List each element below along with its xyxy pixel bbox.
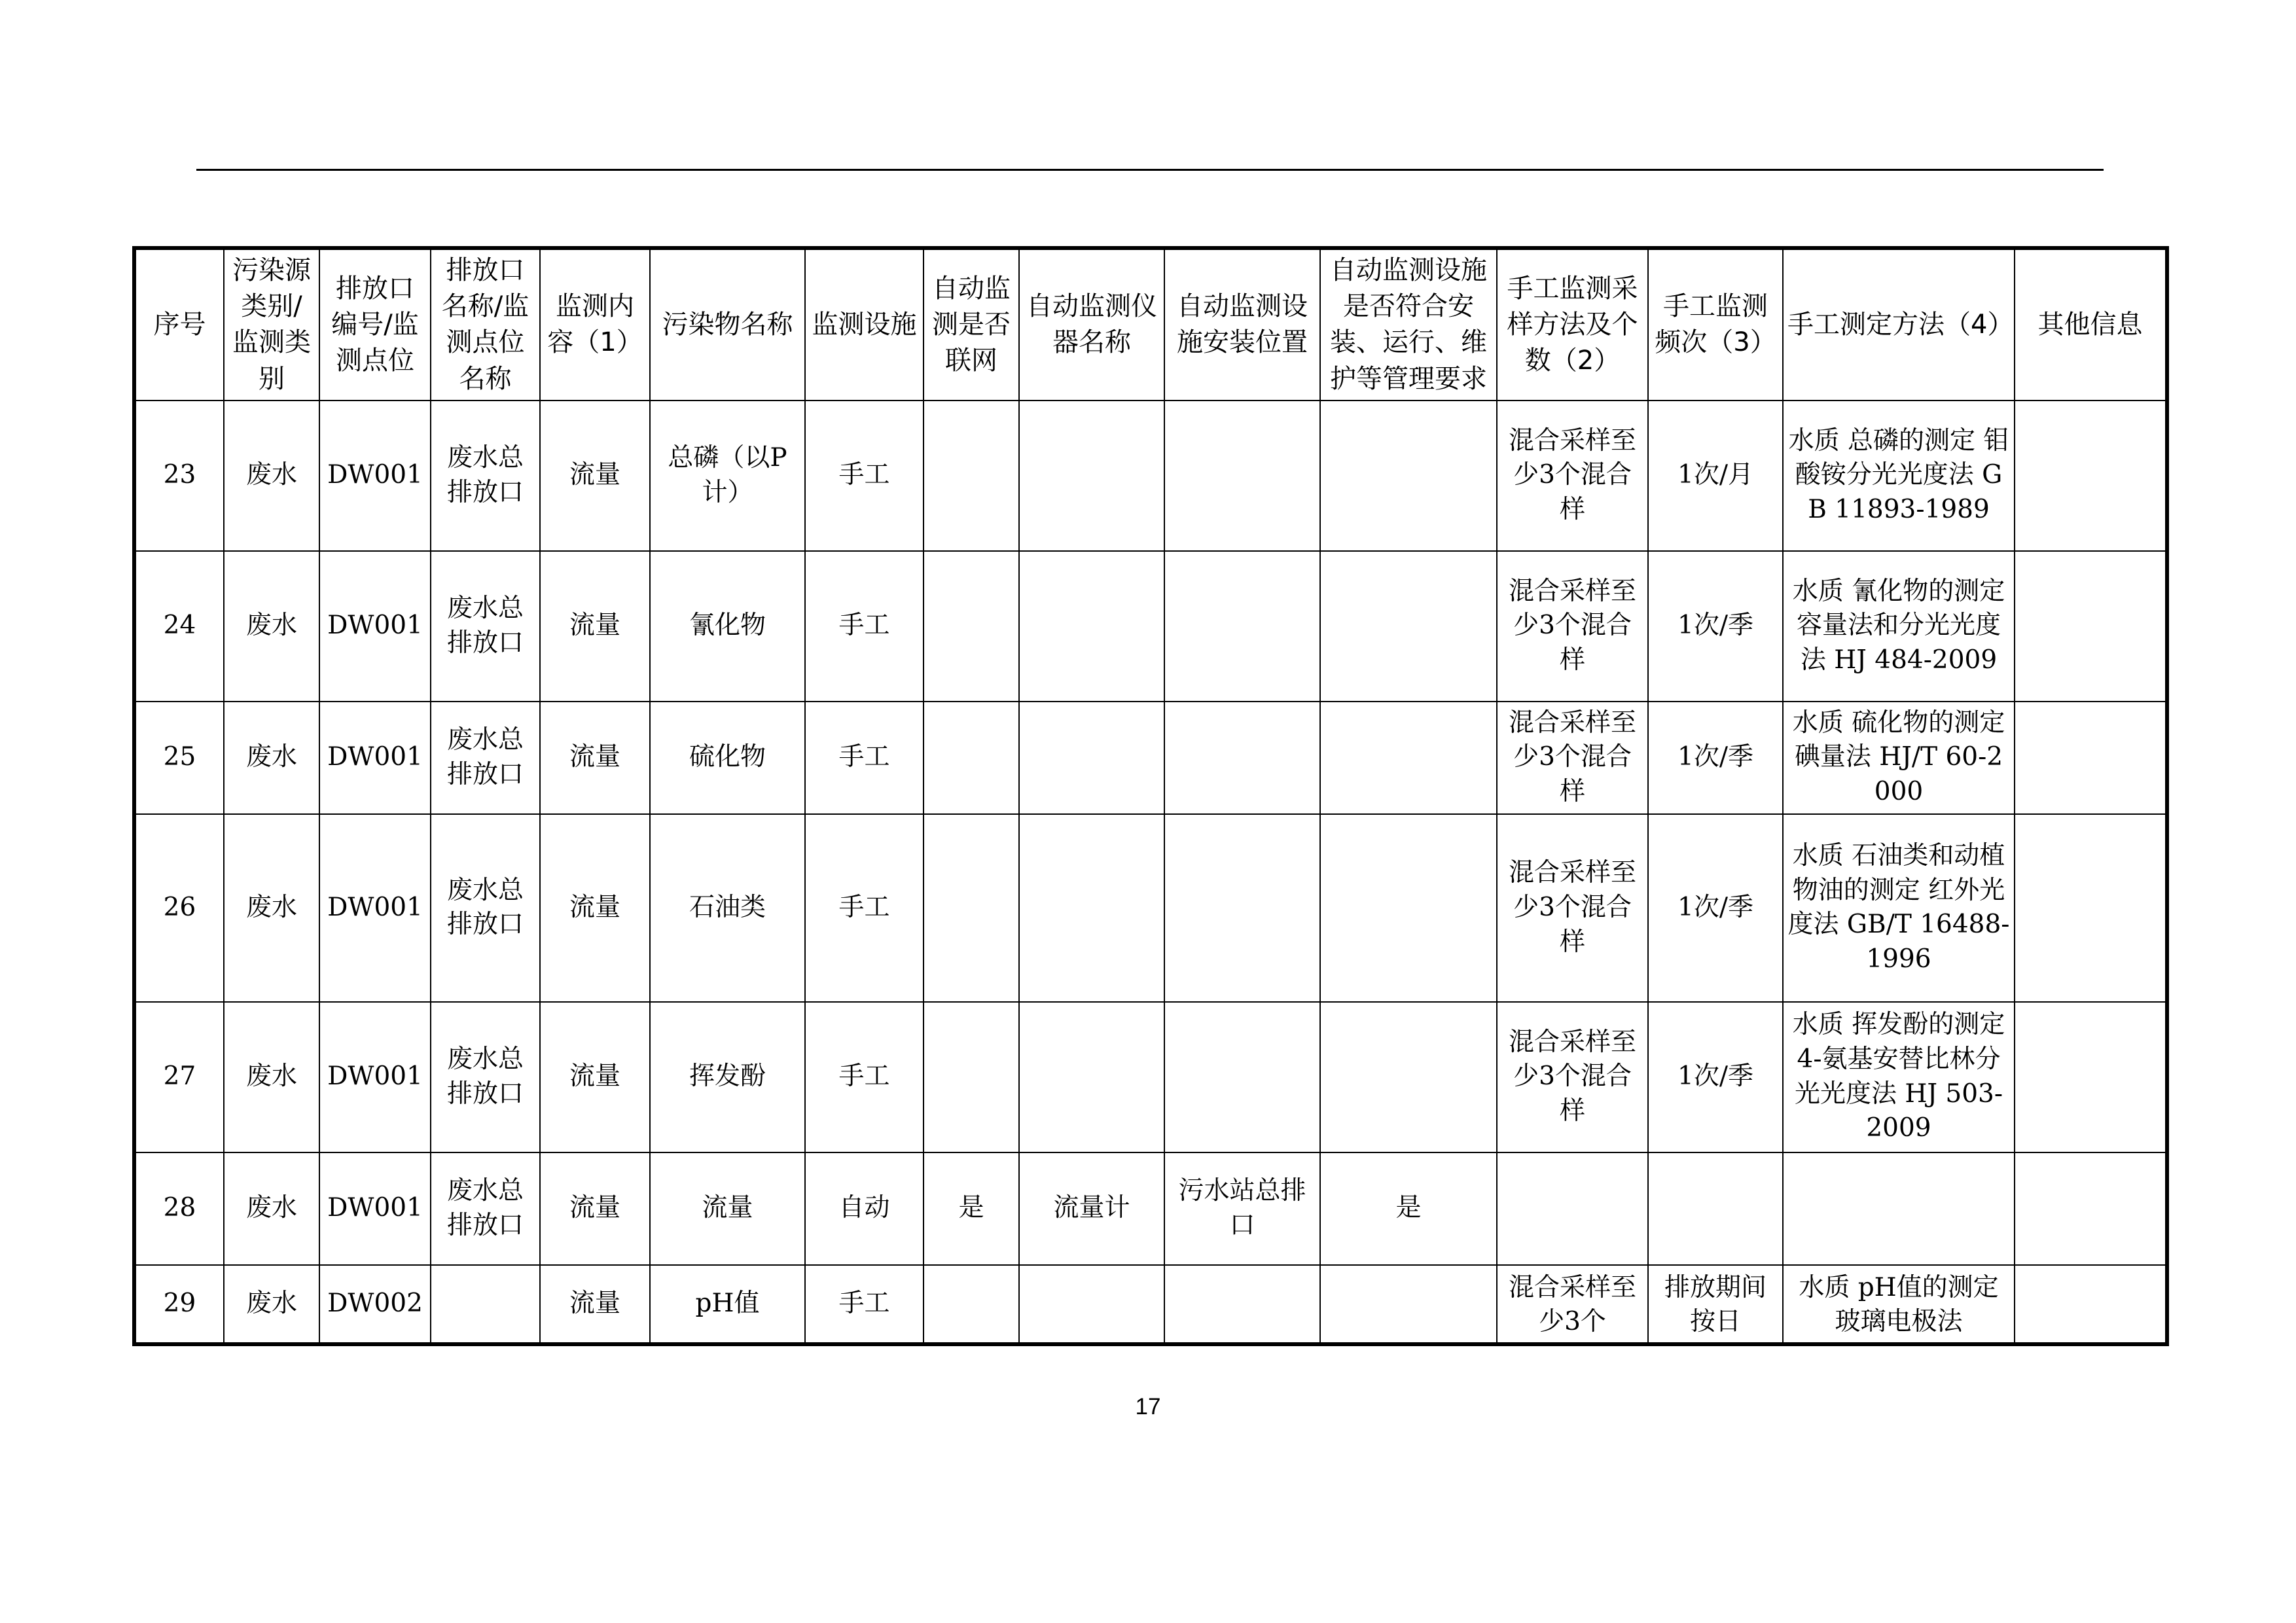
monitoring-table <box>132 246 2169 1346</box>
cell-facility: 手工 <box>805 814 924 1002</box>
cell-install-location <box>1164 551 1320 702</box>
cell-source-type: 废水 <box>224 1002 319 1152</box>
cell-seq: 28 <box>134 1152 224 1265</box>
cell-test-method <box>1783 1152 2015 1265</box>
cell-facility: 手工 <box>805 702 924 814</box>
cell-outlet-name: 废水总排放口 <box>431 401 540 551</box>
cell-instrument <box>1019 814 1164 1002</box>
cell-outlet-name <box>431 1265 540 1344</box>
table-row <box>134 551 2167 702</box>
header-cell-content: 监测内容（1） <box>540 248 650 401</box>
cell-content: 流量 <box>540 814 650 1002</box>
cell-sampling-method: 混合采样至少3个混合样 <box>1497 401 1648 551</box>
cell-facility: 手工 <box>805 551 924 702</box>
cell-outlet-code: DW002 <box>319 1265 431 1344</box>
table-row <box>134 1152 2167 1265</box>
header-row <box>134 248 2167 401</box>
cell-pollutant: 硫化物 <box>650 702 805 814</box>
cell-networked <box>924 1002 1019 1152</box>
cell-outlet-code: DW001 <box>319 1002 431 1152</box>
table-row <box>134 814 2167 1002</box>
cell-sampling-method: 混合采样至少3个混合样 <box>1497 702 1648 814</box>
cell-networked <box>924 702 1019 814</box>
cell-other-info <box>2015 401 2167 551</box>
cell-frequency: 1次/季 <box>1648 551 1783 702</box>
cell-install-location <box>1164 1002 1320 1152</box>
header-cell-pollutant: 污染物名称 <box>650 248 805 401</box>
cell-compliance <box>1320 401 1497 551</box>
cell-networked <box>924 401 1019 551</box>
cell-outlet-name: 废水总排放口 <box>431 551 540 702</box>
cell-install-location: 污水站总排口 <box>1164 1152 1320 1265</box>
cell-content: 流量 <box>540 1152 650 1265</box>
cell-source-type: 废水 <box>224 551 319 702</box>
cell-seq: 23 <box>134 401 224 551</box>
header-rule <box>196 169 2104 171</box>
cell-test-method: 水质 氰化物的测定 容量法和分光光度法 HJ 484-2009 <box>1783 551 2015 702</box>
header-cell-source-type: 污染源类别/监测类别 <box>224 248 319 401</box>
cell-source-type: 废水 <box>224 1152 319 1265</box>
cell-pollutant: 流量 <box>650 1152 805 1265</box>
cell-facility: 自动 <box>805 1152 924 1265</box>
header-cell-networked: 自动监测是否联网 <box>924 248 1019 401</box>
header-cell-outlet-code: 排放口编号/监测点位 <box>319 248 431 401</box>
header-cell-facility: 监测设施 <box>805 248 924 401</box>
cell-compliance: 是 <box>1320 1152 1497 1265</box>
cell-frequency: 1次/季 <box>1648 1002 1783 1152</box>
cell-outlet-name: 废水总排放口 <box>431 1152 540 1265</box>
cell-compliance <box>1320 551 1497 702</box>
cell-instrument <box>1019 702 1164 814</box>
table-row <box>134 702 2167 814</box>
cell-seq: 29 <box>134 1265 224 1344</box>
cell-other-info <box>2015 551 2167 702</box>
cell-install-location <box>1164 1265 1320 1344</box>
header-cell-seq: 序号 <box>134 248 224 401</box>
cell-seq: 25 <box>134 702 224 814</box>
cell-frequency: 排放期间按日 <box>1648 1265 1783 1344</box>
cell-outlet-code: DW001 <box>319 702 431 814</box>
cell-networked <box>924 551 1019 702</box>
cell-install-location <box>1164 702 1320 814</box>
table-row <box>134 1265 2167 1344</box>
cell-frequency: 1次/季 <box>1648 814 1783 1002</box>
cell-test-method: 水质 石油类和动植物油的测定 红外光度法 GB/T 16488-1996 <box>1783 814 2015 1002</box>
cell-outlet-code: DW001 <box>319 401 431 551</box>
table-row <box>134 401 2167 551</box>
cell-test-method: 水质 pH值的测定 玻璃电极法 <box>1783 1265 2015 1344</box>
header-cell-install-location: 自动监测设施安装位置 <box>1164 248 1320 401</box>
cell-outlet-code: DW001 <box>319 551 431 702</box>
header-cell-outlet-name: 排放口名称/监测点位名称 <box>431 248 540 401</box>
header-cell-compliance: 自动监测设施是否符合安装、运行、维护等管理要求 <box>1320 248 1497 401</box>
cell-outlet-code: DW001 <box>319 1152 431 1265</box>
cell-content: 流量 <box>540 1265 650 1344</box>
cell-outlet-name: 废水总排放口 <box>431 1002 540 1152</box>
cell-sampling-method: 混合采样至少3个 <box>1497 1265 1648 1344</box>
cell-instrument <box>1019 551 1164 702</box>
cell-source-type: 废水 <box>224 401 319 551</box>
cell-seq: 24 <box>134 551 224 702</box>
table-row <box>134 1002 2167 1152</box>
cell-install-location <box>1164 814 1320 1002</box>
cell-pollutant: 总磷（以P计） <box>650 401 805 551</box>
cell-sampling-method: 混合采样至少3个混合样 <box>1497 814 1648 1002</box>
cell-test-method: 水质 硫化物的测定 碘量法 HJ/T 60-2000 <box>1783 702 2015 814</box>
cell-test-method: 水质 挥发酚的测定 4-氨基安替比林分光光度法 HJ 503-2009 <box>1783 1002 2015 1152</box>
cell-networked <box>924 1265 1019 1344</box>
cell-facility: 手工 <box>805 401 924 551</box>
cell-content: 流量 <box>540 401 650 551</box>
cell-seq: 26 <box>134 814 224 1002</box>
header-cell-sampling-method: 手工监测采样方法及个数（2） <box>1497 248 1648 401</box>
cell-install-location <box>1164 401 1320 551</box>
cell-pollutant: pH值 <box>650 1265 805 1344</box>
page-number: 17 <box>1135 1394 1161 1419</box>
cell-other-info <box>2015 702 2167 814</box>
cell-facility: 手工 <box>805 1265 924 1344</box>
cell-source-type: 废水 <box>224 814 319 1002</box>
cell-sampling-method: 混合采样至少3个混合样 <box>1497 1002 1648 1152</box>
header-cell-test-method: 手工测定方法（4） <box>1783 248 2015 401</box>
cell-frequency <box>1648 1152 1783 1265</box>
cell-compliance <box>1320 702 1497 814</box>
cell-sampling-method <box>1497 1152 1648 1265</box>
cell-content: 流量 <box>540 551 650 702</box>
cell-sampling-method: 混合采样至少3个混合样 <box>1497 551 1648 702</box>
header-cell-frequency: 手工监测频次（3） <box>1648 248 1783 401</box>
cell-source-type: 废水 <box>224 702 319 814</box>
cell-compliance <box>1320 1265 1497 1344</box>
cell-frequency: 1次/月 <box>1648 401 1783 551</box>
cell-instrument <box>1019 401 1164 551</box>
cell-networked <box>924 814 1019 1002</box>
cell-other-info <box>2015 814 2167 1002</box>
cell-networked: 是 <box>924 1152 1019 1265</box>
cell-seq: 27 <box>134 1002 224 1152</box>
cell-instrument: 流量计 <box>1019 1152 1164 1265</box>
header-cell-instrument: 自动监测仪器名称 <box>1019 248 1164 401</box>
cell-instrument <box>1019 1002 1164 1152</box>
cell-other-info <box>2015 1002 2167 1152</box>
cell-pollutant: 石油类 <box>650 814 805 1002</box>
cell-content: 流量 <box>540 1002 650 1152</box>
cell-outlet-name: 废水总排放口 <box>431 702 540 814</box>
cell-other-info <box>2015 1152 2167 1265</box>
cell-instrument <box>1019 1265 1164 1344</box>
cell-frequency: 1次/季 <box>1648 702 1783 814</box>
cell-other-info <box>2015 1265 2167 1344</box>
cell-content: 流量 <box>540 702 650 814</box>
cell-source-type: 废水 <box>224 1265 319 1344</box>
cell-facility: 手工 <box>805 1002 924 1152</box>
cell-outlet-code: DW001 <box>319 814 431 1002</box>
cell-test-method: 水质 总磷的测定 钼酸铵分光光度法 GB 11893-1989 <box>1783 401 2015 551</box>
cell-pollutant: 挥发酚 <box>650 1002 805 1152</box>
cell-compliance <box>1320 1002 1497 1152</box>
header-cell-other-info: 其他信息 <box>2015 248 2167 401</box>
cell-outlet-name: 废水总排放口 <box>431 814 540 1002</box>
cell-pollutant: 氰化物 <box>650 551 805 702</box>
cell-compliance <box>1320 814 1497 1002</box>
